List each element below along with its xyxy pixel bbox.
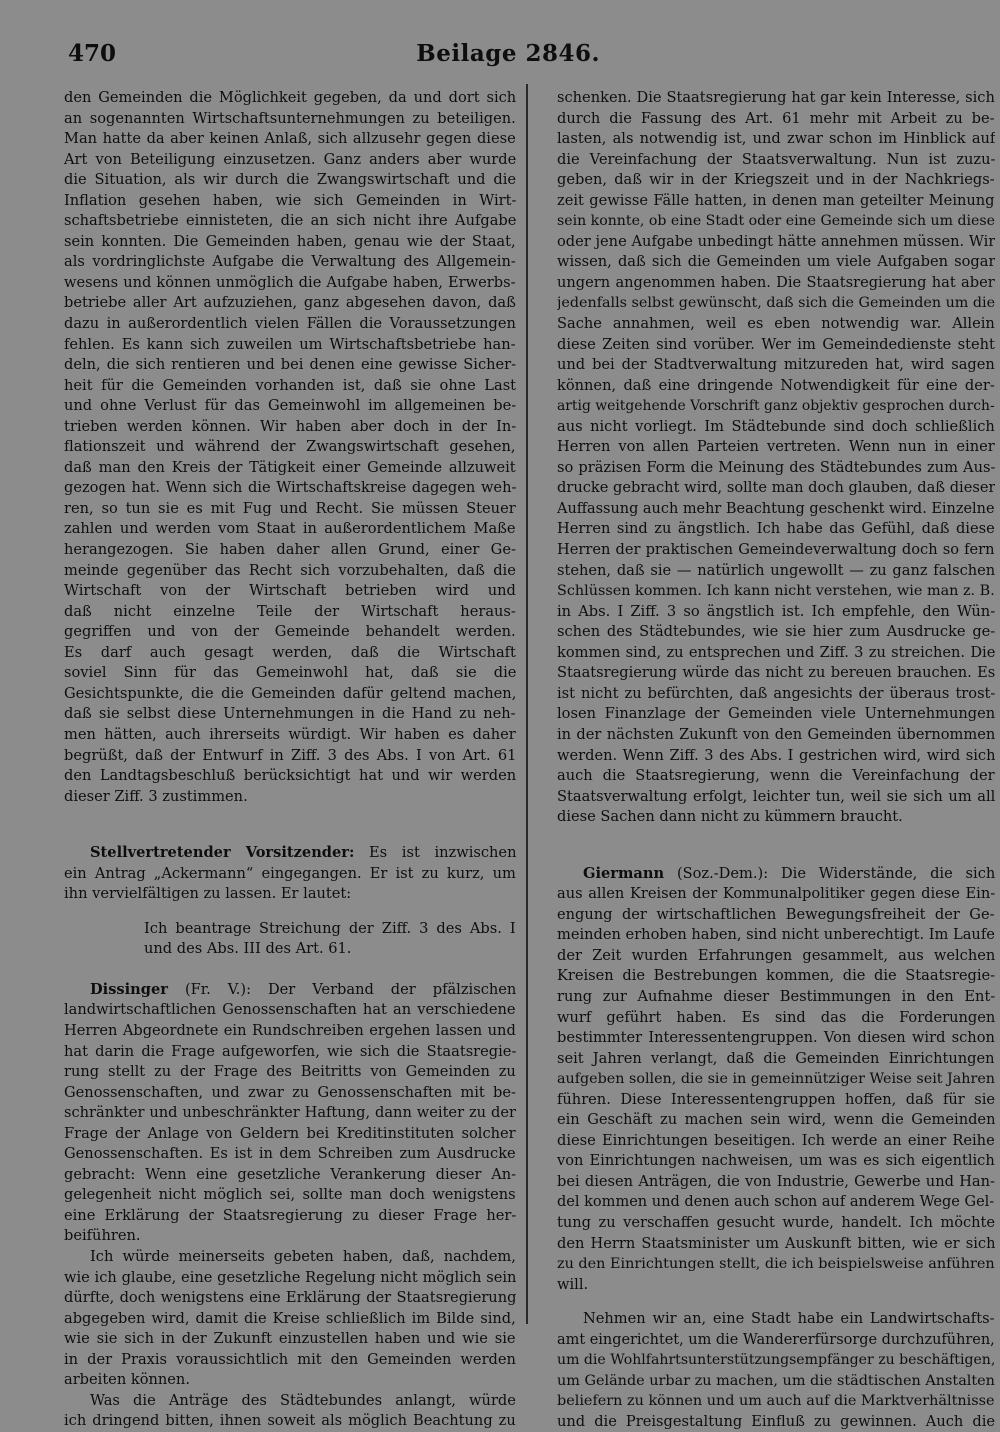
paragraph-gap	[64, 807, 516, 843]
line-text: dieser Ziff. 3 zustimmen.	[64, 787, 248, 805]
line-text: Herren Abgeordnete ein Rundschreiben ergehen lassen und	[64, 1021, 516, 1039]
line-text: in der Praxis voraussichtlich mit den Gemeinden werden	[64, 1350, 516, 1368]
line-text: abgegeben wird, damit die Kreise schließlich im Bilde sind,	[64, 1309, 516, 1327]
line-text: schränkter und unbeschränkter Haftung, dann weiter zu der	[64, 1104, 516, 1122]
text-line	[64, 1165, 516, 1186]
line-text: diese Einrichtungen beseitigen. Ich werde an einer Reihe	[557, 1131, 995, 1149]
text-line	[557, 150, 995, 171]
line-text: den Gemeinden die Möglichkeit gegeben, da und dort sich	[64, 89, 516, 106]
line-text: bei diesen Anträgen, die von Industrie, Gewerbe und Han-	[557, 1172, 995, 1190]
text-line	[64, 335, 516, 356]
line-text: flationszeit und während der Zwangswirtschaft gesehen,	[64, 438, 516, 456]
text-line	[64, 252, 516, 273]
line-text: eine Erklärung der Staatsregierung zu dieser Frage her-	[64, 1206, 516, 1224]
text-line	[557, 232, 995, 253]
line-text: Auffassung auch mehr Beachtung geschenkt wird. Einzelne	[557, 500, 995, 517]
line-text: Staatsregierung würde das nicht zu bereuen brauchen. Es	[557, 664, 995, 682]
text-line	[557, 1254, 995, 1275]
line-text: Ich beantrage Streichung der Ziff. 3 des Abs. I	[144, 919, 516, 937]
text-line	[557, 1391, 995, 1412]
text-line	[557, 540, 995, 561]
line-text: wurf geführt haben. Es sind das die Forderungen	[557, 1008, 995, 1026]
line-text: ich dringend bitten, ihnen soweit als möglich Beachtung zu	[64, 1412, 516, 1430]
line-text: (Soz.-Dem.): Die Widerstände, die sich	[664, 864, 995, 882]
text-line	[557, 1131, 995, 1152]
line-text: als vordringlichste Aufgabe die Verwaltung des Allgemein-	[64, 253, 516, 271]
text-line	[557, 191, 995, 212]
text-line	[557, 293, 995, 314]
text-line	[557, 417, 995, 438]
text-line	[64, 150, 516, 171]
line-text: diese Sachen dann nicht zu kümmern braucht.	[557, 808, 903, 826]
left-column	[64, 88, 516, 1432]
line-text: landwirtschaftlichen Genossenschaften hat an verschiedene	[64, 1001, 516, 1019]
text-line	[557, 519, 995, 540]
text-line	[64, 1144, 516, 1165]
line-text: soviel Sinn für das Gemeinwohl hat, daß sie die	[64, 664, 516, 682]
line-text: gegriffen und von der Gemeinde behandelt werden.	[64, 623, 516, 641]
text-line	[64, 1083, 516, 1104]
text-line	[64, 1103, 516, 1124]
text-line	[557, 1309, 995, 1330]
text-line	[64, 1288, 516, 1309]
speaker-name: Giermann	[583, 864, 665, 882]
line-text: gezogen hat. Wenn sich die Wirtschaftskreise dagegen weh-	[64, 479, 516, 497]
line-text: men hätten, auch ihrerseits würdigt. Wir haben es daher	[64, 725, 516, 743]
text-line	[557, 88, 995, 109]
text-line	[557, 1069, 995, 1090]
text-line	[64, 314, 516, 335]
text-line	[557, 170, 995, 191]
line-text: Sache annahmen, weil es eben notwendig war. Allein	[557, 315, 995, 333]
text-line	[64, 437, 516, 458]
text-line	[64, 1206, 516, 1227]
text-line	[64, 1411, 516, 1432]
line-text: Art von Beteiligung einzusetzen. Ganz anders aber wurde	[64, 150, 516, 168]
text-line	[64, 1000, 516, 1021]
text-line	[557, 1090, 995, 1111]
line-text: und des Abs. III des Art. 61.	[144, 940, 352, 958]
text-line	[64, 88, 516, 109]
line-text: schenken. Die Staatsregierung hat gar kein Interesse, sich	[557, 89, 995, 106]
line-text: schen des Städtebundes, wie sie hier zum Ausdrucke ge-	[557, 623, 995, 641]
text-line	[64, 396, 516, 417]
right-column	[557, 88, 995, 1432]
line-text: beiführen.	[64, 1227, 141, 1245]
line-text: Inflation gesehen haben, wie sich Gemeinden in Wirt-	[64, 191, 516, 209]
line-text: ist nicht zu befürchten, daß angesichts der überaus trost-	[557, 684, 995, 702]
column-divider	[526, 84, 528, 1324]
text-line	[557, 643, 995, 664]
line-text: aus nicht vorliegt. Im Städtebunde sind doch schließlich	[557, 417, 995, 435]
line-text: gebracht: Wenn eine gesetzliche Verankerung dieser An-	[64, 1165, 516, 1183]
line-text: fehlen. Es kann sich zuweilen um Wirtschaftsbetriebe han-	[64, 335, 516, 353]
line-text: Staatsverwaltung erfolgt, leichter tun, weil sie sich um all	[557, 787, 995, 805]
line-text: kommen sind, zu entsprechen und Ziff. 3 zu streichen. Die	[557, 643, 995, 661]
text-line	[64, 417, 516, 438]
line-text: sein konnten. Die Gemeinden haben, genau wie der Staat,	[64, 232, 516, 250]
text-line	[557, 314, 995, 335]
line-text: zeit gewisse Fälle hatten, in denen man geteilter Meinung	[557, 191, 995, 209]
line-text: und die Preisgestaltung Einfluß zu gewinnen. Auch die	[557, 1412, 995, 1430]
text-line	[557, 396, 995, 417]
text-line	[557, 1412, 995, 1432]
text-line	[64, 273, 516, 294]
text-line	[64, 939, 516, 960]
text-line	[557, 704, 995, 725]
text-line	[64, 540, 516, 561]
text-line	[64, 766, 516, 787]
text-line	[64, 355, 516, 376]
speaker-line	[64, 843, 516, 864]
line-text: um Gelände urbar zu machen, um die städtischen Anstalten	[557, 1372, 995, 1389]
line-text: so präzisen Form die Meinung des Städtebundes zum Aus-	[557, 458, 995, 476]
line-text: den Landtagsbeschluß berücksichtigt hat und wir werden	[64, 767, 516, 785]
text-line	[64, 458, 516, 479]
line-text: ein Geschäft zu machen sein wird, wenn die Gemeinden	[557, 1111, 995, 1129]
text-line	[557, 581, 995, 602]
paragraph-gap	[64, 960, 516, 980]
text-line	[64, 746, 516, 767]
text-line	[557, 1213, 995, 1234]
line-text: aufgeben sollen, die sie in gemeinnütziger Weise seit Jahren	[557, 1071, 995, 1088]
line-text: begrüßt, daß der Entwurf in Ziff. 3 des Abs. I von Art. 61	[64, 746, 516, 764]
text-line	[557, 1234, 995, 1255]
line-text: deln, die sich rentieren und bei denen eine gewisse Sicher-	[64, 356, 516, 374]
line-text: führen. Diese Interessentengruppen hoffen, daß für sie	[557, 1090, 995, 1108]
text-line	[557, 766, 995, 787]
text-line	[557, 252, 995, 273]
line-text: ren, so tun sie es mit Fug und Recht. Sie müssen Steuer	[64, 499, 516, 517]
line-text: wesens und können unmöglich die Aufgabe haben, Erwerbs-	[64, 273, 516, 291]
text-line	[557, 211, 995, 232]
line-text: daß man den Kreis der Tätigkeit einer Gemeinde allzuweit	[64, 458, 516, 476]
text-line	[64, 663, 516, 684]
line-text: Genossenschaften. Es ist in dem Schreiben zum Ausdrucke	[64, 1145, 516, 1163]
text-line	[64, 1185, 516, 1206]
text-line	[557, 725, 995, 746]
text-line	[557, 1172, 995, 1193]
line-text: meinden erhoben haben, sind nicht unberechtigt. Im Laufe	[557, 926, 995, 944]
text-line	[557, 1049, 995, 1070]
text-line	[64, 725, 516, 746]
text-line	[64, 478, 516, 499]
text-line	[64, 191, 516, 212]
speaker-name: Stellvertretender Vorsitzender:	[90, 844, 355, 862]
line-text: ihn vervielfältigen zu lassen. Er lautet:	[64, 885, 352, 903]
text-line	[64, 1021, 516, 1042]
line-text: Genossenschaften, und zwar zu Genossenschaften mit be-	[64, 1083, 516, 1101]
text-line	[557, 884, 995, 905]
text-line	[557, 602, 995, 623]
text-line	[64, 622, 516, 643]
line-text: um die Wohlfahrtsunterstützungsempfänger zu beschäftigen,	[557, 1352, 995, 1369]
line-text: zu den Einrichtungen stellt, die ich beispielsweise anführen	[557, 1256, 995, 1273]
text-line	[557, 376, 995, 397]
text-line	[557, 746, 995, 767]
line-text: gelegenheit nicht möglich sei, sollte man doch wenigstens	[64, 1186, 516, 1204]
line-text: will.	[557, 1275, 589, 1293]
text-line	[557, 987, 995, 1008]
line-text: Was die Anträge des Städtebundes anlangt, würde	[90, 1391, 516, 1409]
line-text: Wirtschaft von der Wirtschaft betrieben wird und	[64, 582, 516, 600]
paragraph-gap	[557, 828, 995, 864]
line-text: die Vereinfachung der Staatsverwaltung. Nun ist zuzu-	[557, 150, 995, 168]
text-line	[557, 1008, 995, 1029]
text-line	[64, 376, 516, 397]
page-number: 470	[68, 40, 117, 67]
text-line	[557, 1275, 995, 1296]
line-text: wie ich glaube, eine gesetzliche Regelung nicht möglich sein	[64, 1268, 516, 1286]
text-line	[557, 129, 995, 150]
line-text: dürfte, doch wenigstens eine Erklärung der Staatsregierung	[64, 1289, 516, 1307]
text-line	[557, 335, 995, 356]
line-text: seit Jahren verlangt, daß die Gemeinden Einrichtungen	[557, 1049, 995, 1067]
text-line	[64, 1350, 516, 1371]
line-text: daß sie selbst diese Unternehmungen in die Hand zu neh-	[64, 705, 516, 723]
line-text: Gesichtspunkte, die die Gemeinden dafür geltend machen,	[64, 684, 516, 702]
line-text: rung stellt zu der Frage des Beitritts von Gemeinden zu	[64, 1063, 516, 1081]
speaker-name: Dissinger	[90, 980, 168, 998]
line-text: Es darf auch gesagt werden, daß die Wirtschaft	[64, 643, 516, 661]
line-text: und ohne Verlust für das Gemeinwohl im allgemeinen be-	[64, 397, 516, 415]
text-line	[557, 622, 995, 643]
text-line	[557, 663, 995, 684]
text-line	[557, 807, 995, 828]
text-line	[557, 1110, 995, 1131]
line-text: Herren von allen Parteien vertreten. Wenn nun in einer	[557, 438, 995, 456]
text-line	[64, 864, 516, 885]
line-text: der Zeit wurden Erfahrungen gesammelt, aus welchen	[557, 946, 995, 964]
line-text: Nehmen wir an, eine Stadt habe ein Landwirtschafts-	[583, 1310, 995, 1328]
page-header	[68, 40, 600, 74]
line-text: wissen, daß sich die Gemeinden um viele Aufgaben sogar	[557, 253, 995, 271]
line-text: dazu in außerordentlich vielen Fällen die Voraussetzungen	[64, 315, 516, 333]
text-line	[557, 905, 995, 926]
line-text: wie sie sich in der Zukunft einzustellen haben und wie sie	[64, 1330, 516, 1348]
line-text: daß nicht einzelne Teile der Wirtschaft heraus-	[64, 602, 516, 620]
paragraph-gap	[557, 1295, 995, 1309]
text-line	[64, 1124, 516, 1145]
text-line	[557, 1350, 995, 1371]
text-line	[64, 499, 516, 520]
line-text: artig weitgehende Vorschrift ganz objektiv gesprochen durch-	[557, 398, 995, 415]
line-text: beliefern zu können und um auch auf die Marktverhältnisse	[557, 1393, 995, 1410]
line-text: (Fr. V.): Der Verband der pfälzischen	[167, 980, 516, 998]
text-line	[64, 787, 516, 808]
text-line	[64, 1042, 516, 1063]
speaker-line	[64, 980, 516, 1001]
line-text: in der nächsten Zukunft von den Gemeinden übernommen	[557, 725, 995, 743]
line-text: sein konnte, ob eine Stadt oder eine Gemeinde sich um diese	[557, 213, 995, 230]
line-text: diese Zeiten sind vorüber. Wer im Gemeindedienste steht	[557, 335, 995, 353]
line-text: in Abs. I Ziff. 3 so ängstlich ist. Ich empfehle, den Wün-	[557, 602, 995, 620]
text-line	[557, 561, 995, 582]
line-text: arbeiten können.	[64, 1371, 190, 1389]
text-line	[64, 884, 516, 905]
text-line	[64, 684, 516, 705]
text-line	[557, 478, 995, 499]
text-line	[557, 1028, 995, 1049]
line-text: del kommen und denen auch schon auf anderem Wege Gel-	[557, 1194, 995, 1211]
text-line	[64, 1062, 516, 1083]
text-line	[64, 1391, 516, 1412]
text-line	[557, 1192, 995, 1213]
line-text: heit für die Gemeinden vorhanden ist, daß sie ohne Last	[64, 376, 516, 394]
line-text: ein Antrag „Ackermann“ eingegangen. Er ist zu kurz, um	[64, 864, 516, 882]
line-text: auch die Staatsregierung, wenn die Vereinfachung der	[557, 767, 995, 785]
text-line	[557, 787, 995, 808]
text-line	[557, 499, 995, 520]
line-text: und bei der Stadtverwaltung mitzureden hat, wird sagen	[557, 356, 995, 374]
text-line	[64, 211, 516, 232]
text-line	[557, 437, 995, 458]
text-line	[557, 684, 995, 705]
line-text: Ich würde meinerseits gebeten haben, daß, nachdem,	[90, 1247, 516, 1265]
line-text: von Einrichtungen nachweisen, um was es sich eigentlich	[557, 1152, 995, 1170]
line-text: meinde gegenüber das Recht sich vorzubehalten, daß die	[64, 561, 516, 579]
text-line	[64, 602, 516, 623]
running-head: Beilage 2846.	[416, 40, 600, 67]
text-line	[64, 1247, 516, 1268]
text-line	[557, 966, 995, 987]
line-text: losen Finanzlage der Gemeinden viele Unternehmungen	[557, 705, 995, 723]
text-line	[64, 919, 516, 940]
line-text: geben, daß wir in der Kriegszeit und in der Nachkriegs-	[557, 171, 995, 189]
line-text: bestimmter Interessentengruppen. Von diesen wird schon	[557, 1029, 995, 1047]
text-line	[557, 273, 995, 294]
text-line	[64, 1309, 516, 1330]
line-text: Schlüssen kommen. Ich kann nicht verstehen, wie man z. B.	[557, 583, 995, 600]
text-line	[557, 925, 995, 946]
line-text: aus allen Kreisen der Kommunalpolitiker gegen diese Ein-	[557, 885, 995, 903]
text-line	[557, 458, 995, 479]
line-text: Man hatte da aber keinen Anlaß, sich allzusehr gegen diese	[64, 130, 516, 148]
text-line	[64, 1268, 516, 1289]
speaker-line	[557, 864, 995, 885]
text-line	[64, 170, 516, 191]
line-text: tung zu verschaffen gesucht wurde, handelt. Ich möchte	[557, 1213, 995, 1231]
line-text: Es ist inzwischen	[354, 844, 516, 862]
line-text: die Situation, als wir durch die Zwangswirtschaft und die	[64, 171, 516, 189]
text-line	[557, 109, 995, 130]
line-text: Kreisen die Bestrebungen kommen, die die Staatsregie-	[557, 967, 995, 985]
text-line	[64, 129, 516, 150]
line-text: werden. Wenn Ziff. 3 des Abs. I gestrichen wird, wird sich	[557, 746, 995, 764]
text-line	[557, 946, 995, 967]
text-line	[64, 1329, 516, 1350]
paragraph-gap	[64, 905, 516, 919]
line-text: ungern angenommen haben. Die Staatsregierung hat aber	[557, 273, 995, 291]
line-text: an sogenannten Wirtschaftsunternehmungen zu beteiligen.	[64, 109, 516, 127]
text-line	[557, 1151, 995, 1172]
line-text: Herren der praktischen Gemeindeverwaltung doch so fern	[557, 541, 995, 559]
text-line	[557, 1371, 995, 1392]
text-line	[64, 1370, 516, 1391]
text-line	[64, 293, 516, 314]
text-line	[64, 232, 516, 253]
text-line	[557, 355, 995, 376]
line-text: betriebe aller Art aufzuziehen, ganz abgesehen davon, daß	[64, 294, 516, 312]
text-line	[64, 704, 516, 725]
line-text: oder jene Aufgabe unbedingt hätte annehmen müssen. Wir	[557, 232, 995, 250]
line-text: lasten, als notwendig ist, und zwar schon im Hinblick auf	[557, 130, 995, 148]
line-text: den Herrn Staatsminister um Auskunft bitten, wie er sich	[557, 1234, 995, 1252]
text-line	[64, 561, 516, 582]
text-line	[64, 1226, 516, 1247]
text-line	[64, 643, 516, 664]
line-text: herangezogen. Sie haben daher allen Grund, einer Ge-	[64, 541, 516, 559]
line-text: rung zur Aufnahme dieser Bestimmungen in den Ent-	[557, 987, 995, 1005]
text-line	[64, 109, 516, 130]
line-text: Herren sind zu ängstlich. Ich habe das Gefühl, daß diese	[557, 520, 995, 538]
text-line	[64, 581, 516, 602]
line-text: können, daß eine dringende Notwendigkeit für eine der-	[557, 376, 995, 394]
line-text: schaftsbetriebe einnisteten, die an sich nicht ihre Aufgabe	[64, 212, 516, 230]
line-text: zahlen und werden vom Staat in außerordentlichem Maße	[64, 520, 516, 538]
line-text: stehen, daß sie — natürlich ungewollt — zu ganz falschen	[557, 561, 995, 579]
line-text: jedenfalls selbst gewünscht, daß sich die Gemeinden um die	[557, 295, 995, 312]
line-text: engung der wirtschaftlichen Bewegungsfreiheit der Ge-	[557, 905, 995, 923]
line-text: durch die Fassung des Art. 61 mehr mit Arbeit zu be-	[557, 109, 995, 127]
line-text: trieben werden können. Wir haben aber doch in der In-	[64, 417, 516, 435]
text-line	[557, 1330, 995, 1351]
line-text: amt eingerichtet, um die Wandererfürsorge durchzuführen,	[557, 1331, 995, 1348]
line-text: Frage der Anlage von Geldern bei Kreditinstituten solcher	[64, 1124, 516, 1142]
line-text: drucke gebracht wird, sollte man doch glauben, daß dieser	[557, 479, 995, 497]
line-text: hat darin die Frage aufgeworfen, wie sich die Staatsregie-	[64, 1042, 516, 1060]
text-line	[64, 519, 516, 540]
